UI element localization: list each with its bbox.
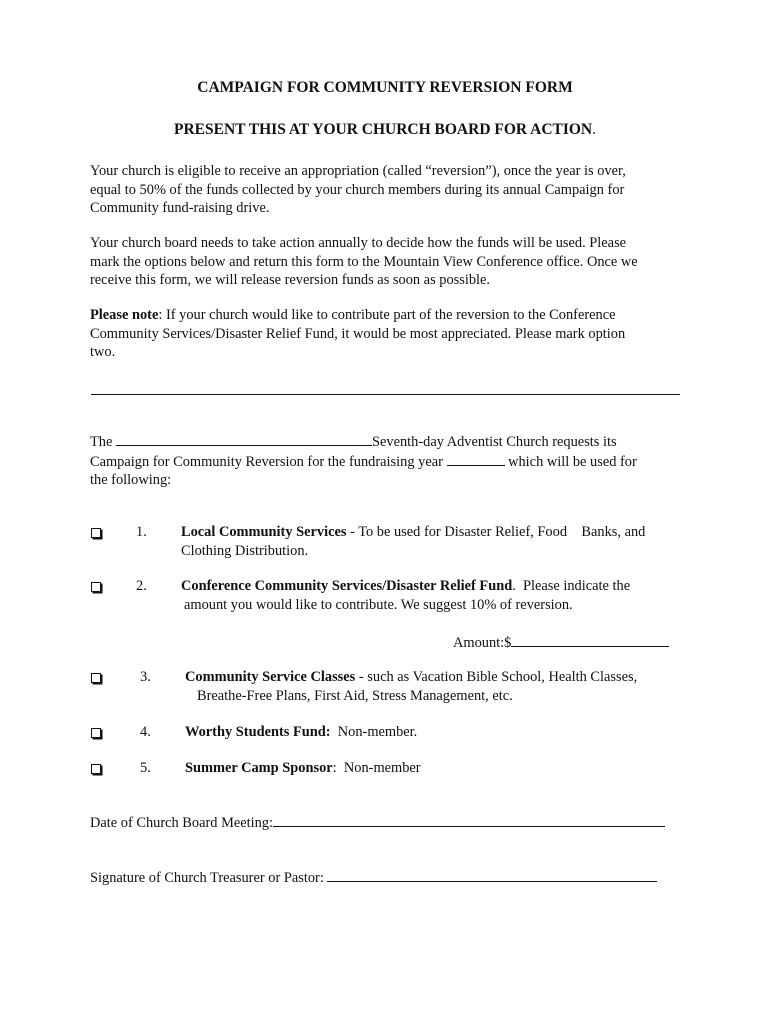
option-1-desc: - To be used for Disaster Relief, Food Banks, and	[346, 524, 646, 540]
option-5-desc: : Non-member	[332, 760, 421, 776]
option-4-line-1	[185, 723, 685, 742]
request-church-suffix: Seventh-day Adventist Church requests its	[371, 434, 617, 450]
intro-line-2: equal to 50% of the funds collected by your church members during its annual Campaign for	[90, 181, 625, 198]
option-1-checkbox[interactable]	[91, 528, 101, 538]
subtitle-period: .	[592, 121, 597, 138]
form-subtitle	[0, 121, 770, 140]
meeting-date-label: Date of Church Board Meeting:	[90, 815, 274, 831]
option-3-number: 3.	[140, 669, 151, 685]
option-5-title: Summer Camp Sponsor	[185, 760, 333, 776]
instructions-line-2: mark the options below and return this form to the Mountain View Conference office. Once we	[90, 253, 638, 270]
option-3-line-1	[185, 668, 685, 687]
amount-label: Amount:$	[453, 635, 512, 651]
request-line-2	[90, 452, 710, 472]
option-1-number: 1.	[136, 524, 147, 540]
note-line-1	[90, 306, 690, 325]
intro-line-1: Your church is eligible to receive an appropriation (called “reversion”), once the year is over,	[90, 163, 626, 179]
option-5-line-1	[185, 759, 685, 778]
signature-label: Signature of Church Treasurer or Pastor:	[90, 870, 328, 886]
fundraising-year-field[interactable]	[447, 452, 505, 466]
instructions-line-1: Your church board needs to take action annually to decide how the funds will be used. Please	[90, 235, 627, 251]
option-4-desc: Non-member.	[330, 724, 418, 740]
option-2-title: Conference Community Services/Disaster Relief Fund	[181, 578, 513, 594]
option-1-title: Local Community Services	[181, 524, 347, 540]
option-4-text	[185, 723, 685, 742]
option-3-checkbox[interactable]	[91, 673, 101, 683]
option-5-checkbox[interactable]	[91, 764, 101, 774]
intro-paragraph	[90, 162, 690, 218]
amount-row	[453, 633, 669, 653]
option-4-title: Worthy Students Fund:	[185, 724, 331, 740]
option-3-title: Community Service Classes	[185, 669, 356, 685]
option-4-number: 4.	[140, 724, 151, 740]
option-1-text	[181, 523, 681, 560]
option-2-line-2: amount you would like to contribute. We suggest 10% of reversion.	[184, 596, 573, 613]
option-2-desc: . Please indicate the	[512, 578, 631, 594]
note-line-3: two.	[90, 344, 116, 360]
request-paragraph	[90, 432, 710, 490]
instructions-line-3: receive this form, we will release reversion funds as soon as possible.	[90, 272, 491, 288]
signature-field[interactable]	[327, 868, 657, 882]
note-paragraph	[90, 306, 690, 362]
subtitle-text: PRESENT THIS AT YOUR CHURCH BOARD FOR ACTION	[173, 121, 593, 138]
meeting-date-field[interactable]	[273, 813, 665, 827]
option-5-text	[185, 759, 685, 778]
option-3-line-2: Breathe-Free Plans, First Aid, Stress Management, etc.	[197, 687, 513, 704]
church-name-field[interactable]	[116, 432, 372, 446]
option-1-line-1	[181, 523, 681, 542]
request-line-1	[90, 432, 710, 452]
option-2-checkbox[interactable]	[91, 582, 101, 592]
section-divider	[91, 394, 680, 395]
option-3-text	[185, 668, 685, 705]
note-line-1-text: : If your church would like to contribute part of the reversion to the Conference	[158, 307, 616, 323]
note-label: Please note	[90, 307, 159, 323]
option-2-text	[181, 577, 681, 614]
form-title: CAMPAIGN FOR COMMUNITY REVERSION FORM	[197, 79, 573, 96]
intro-line-3: Community fund-raising drive.	[90, 200, 270, 216]
amount-field[interactable]	[511, 633, 669, 647]
signature-row	[90, 868, 657, 888]
option-3-desc: - such as Vacation Bible School, Health Classes,	[355, 669, 638, 685]
meeting-date-row	[90, 813, 665, 833]
option-1-line-2: Clothing Distribution.	[181, 542, 309, 559]
request-the: The	[90, 434, 116, 450]
instructions-paragraph	[90, 234, 690, 290]
option-5-number: 5.	[140, 760, 151, 776]
request-line-2-a: Campaign for Community Reversion for the fundraising year	[90, 453, 447, 470]
option-4-checkbox[interactable]	[91, 728, 101, 738]
note-line-2: Community Services/Disaster Relief Fund, it would be most appreciated. Please mark option	[90, 325, 626, 342]
request-line-3: the following:	[90, 472, 172, 488]
option-2-line-1	[181, 577, 681, 596]
request-line-2-b: which will be used for	[504, 453, 637, 470]
option-2-number: 2.	[136, 578, 147, 594]
